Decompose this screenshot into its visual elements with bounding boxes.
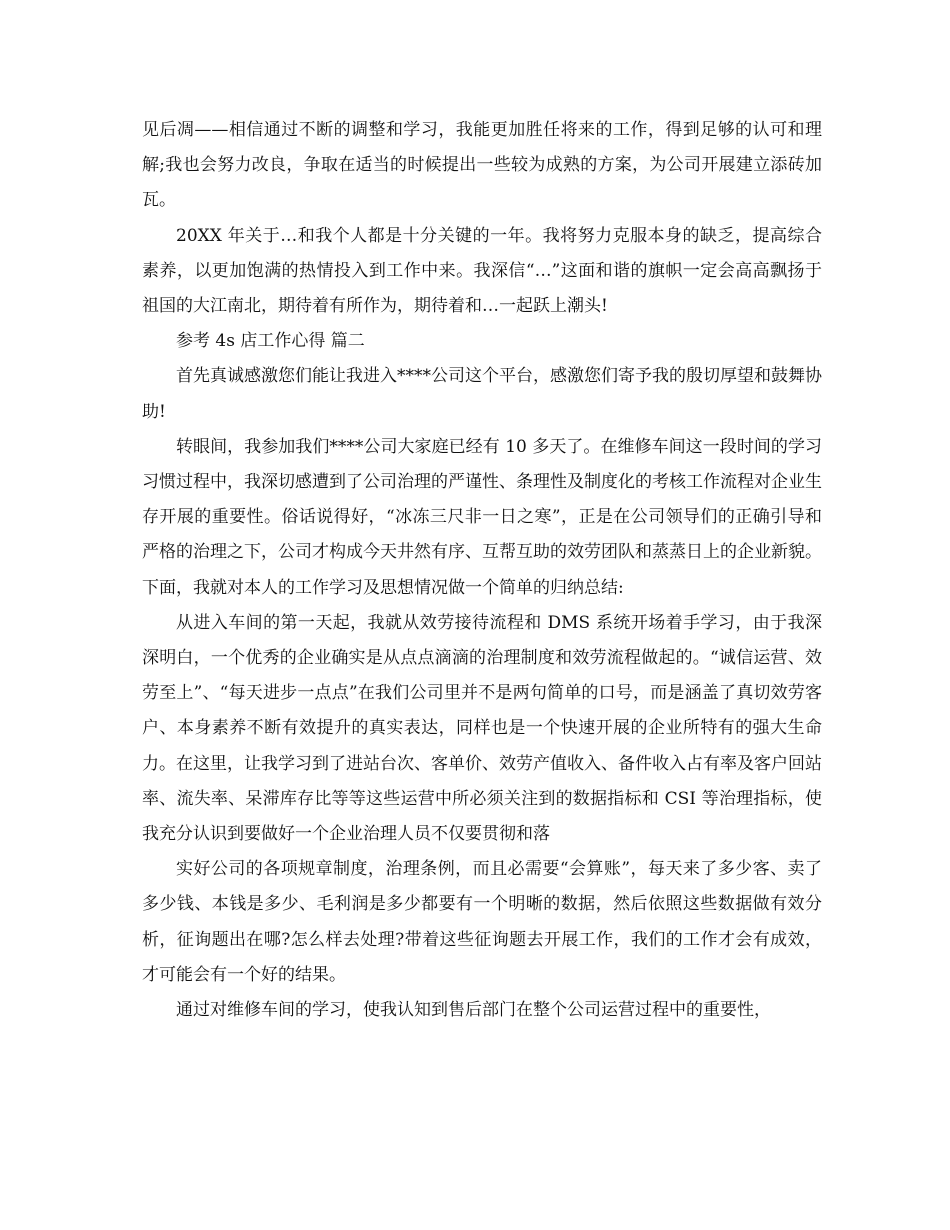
paragraph-7: 通过对维修车间的学习，使我认知到售后部门在整个公司运营过程中的重要性， bbox=[176, 1000, 771, 1021]
paragraph-5: 从进入车间的第一天起，我就从效劳接待流程和 DMS 系统开场着手学习，由于我深深明白，一个优秀的企业确实是从点点滴滴的治理制度和效劳流程做起的。“诚信运营、效劳至上”、“每天进步一点点”在我们公司里并不是两句简单的口号，而是涵盖了真切效劳客户、本身素养不断有效提升的真实表达，同样也是一个快速开展的企业所特有的强大生命力。在这里，让我学习到了进站台次、客单价、效劳产值收入、备件收入占有率及客户回站率、流失率、呆滞库存比等等这些运营中所必须关注到的数据指标和 CSI 等治理指标，使我充分认识到要做好一个企业治理人员不仅要贯彻和落 bbox=[142, 612, 822, 845]
paragraph-2: 20XX 年关于…和我个人都是十分关键的一年。我将努力克服本身的缺乏，提高综合素养，以更加饱满的热情投入到工作中来。我深信“…”这面和谐的旗帜一定会高高飘扬于祖国的大江南北，期待着有所作为，期待着和…一起跃上潮头! bbox=[142, 225, 822, 317]
paragraph-6: 实好公司的各项规章制度，治理条例，而且必需要“会算账”，每天来了多少客、卖了多少钱、本钱是多少、毛利润是多少都要有一个明晰的数据，然后依照这些数据做有效分析，征询题出在哪?怎么样去处理?带着这些征询题去开展工作，我们的工作才会有成效，才可能会有一个好的结果。 bbox=[142, 859, 822, 985]
paragraph-4: 转眼间，我参加我们****公司大家庭已经有 10 多天了。在维修车间这一段时间的学习习惯过程中，我深切感遭到了公司治理的严谨性、条理性及制度化的考核工作流程对企业生存开展的重要性。俗话说得好，“冰冻三尺非一日之寒”，正是在公司领导们的正确引导和严格的治理之下，公司才构成今天井然有序、互帮互助的效劳团队和蒸蒸日上的企业新貌。下面，我就对本人的工作学习及思想情况做一个简单的归纳总结: bbox=[142, 436, 822, 598]
document-body bbox=[142, 113, 822, 1028]
section-heading: 参考 4s 店工作心得 篇二 bbox=[176, 331, 365, 352]
paragraph-3: 首先真诚感激您们能让我进入****公司这个平台，感激您们寄予我的殷切厚望和鼓舞协助! bbox=[142, 366, 822, 422]
paragraph-1: 见后凋——相信通过不断的调整和学习，我能更加胜任将来的工作，得到足够的认可和理解;我也会努力改良，争取在适当的时候提出一些较为成熟的方案，为公司开展建立添砖加瓦。 bbox=[142, 120, 822, 211]
